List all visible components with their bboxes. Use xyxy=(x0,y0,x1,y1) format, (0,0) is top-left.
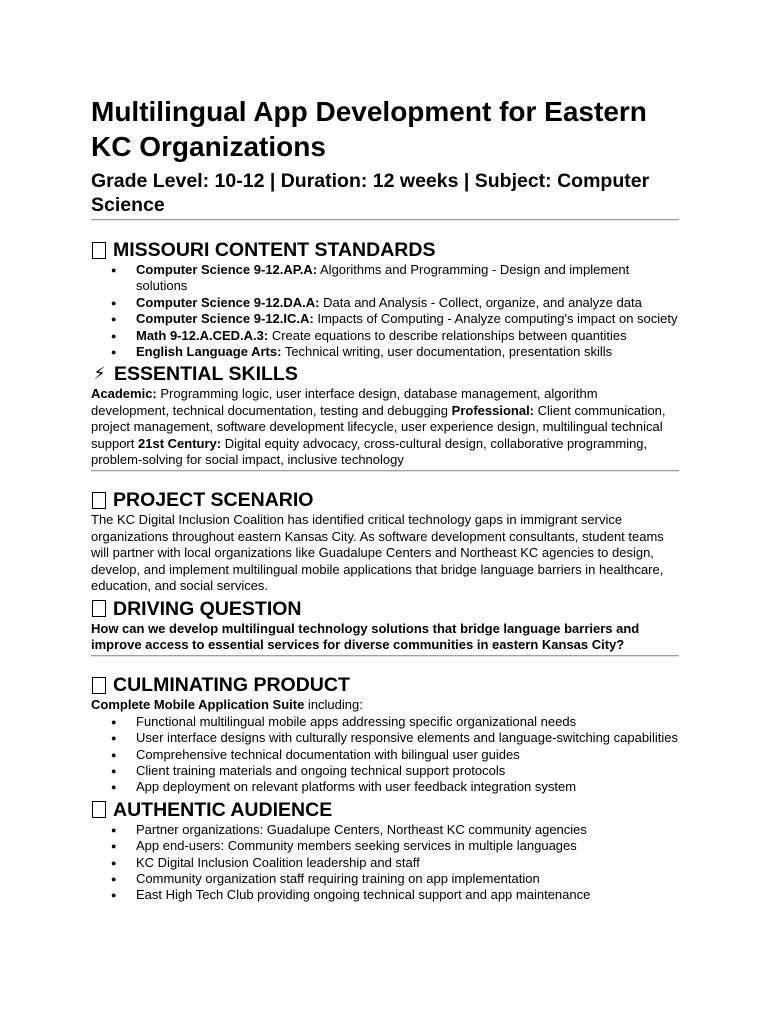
list-item: ● App deployment on relevant platforms with user feedback integration system xyxy=(91,779,679,795)
standard-label: Math 9-12.A.CED.A.3: xyxy=(136,327,269,343)
product-intro-rest: including: xyxy=(304,697,363,713)
standard-label: English Language Arts: xyxy=(136,344,282,360)
list-item: ● App end-users: Community members seeking services in multiple languages xyxy=(91,838,679,854)
driving-question-text: How can we develop multilingual technology solutions that bridge language barriers and improve access to essential services for diverse communities in eastern Kansas City? xyxy=(91,620,640,652)
standards-list xyxy=(91,262,679,360)
box-glyph-icon xyxy=(92,242,106,259)
professional-text: Client communication, project management, software development lifecycle, user experience design, multilingual technical support xyxy=(91,402,666,451)
list-item: ● Functional multilingual mobile apps addressing specific organizational needs xyxy=(91,714,679,730)
standard-label: Computer Science 9-12.IC.A: xyxy=(136,311,314,327)
standard-text: Data and Analysis - Collect, organize, and analyze data xyxy=(323,294,642,310)
standards-heading-text: MISSOURI CONTENT STANDARDS xyxy=(113,239,436,261)
driving-heading xyxy=(91,597,679,621)
product-intro-bold: Complete Mobile Application Suite xyxy=(91,697,305,713)
list-item: ● Client training materials and ongoing technical support protocols xyxy=(91,763,679,779)
divider xyxy=(91,470,679,472)
list-item xyxy=(91,295,679,311)
scenario-heading xyxy=(91,488,679,512)
list-item: ● User interface designs with culturally responsive elements and language-switching capabilities xyxy=(91,730,679,746)
product-heading xyxy=(91,673,679,697)
audience-list xyxy=(91,822,679,904)
list-item: ● Comprehensive technical documentation with bilingual user guides xyxy=(91,747,679,763)
list-item: ● Community organization staff requiring training on app implementation xyxy=(91,871,679,887)
box-glyph-icon xyxy=(92,600,106,617)
list-item: ● KC Digital Inclusion Coalition leadership and staff xyxy=(91,855,679,871)
century-label: 21st Century: xyxy=(138,435,222,451)
audience-section xyxy=(91,798,679,904)
academic-text: Programming logic, user interface design, database management, algorithm development, technical documentation, testing and debugging xyxy=(91,386,598,418)
list-item: ● East High Tech Club providing ongoing technical support and app maintenance xyxy=(91,887,679,903)
skills-heading xyxy=(91,362,679,386)
skills-heading-text: ESSENTIAL SKILLS xyxy=(114,363,298,386)
standard-text: Impacts of Computing - Analyze computing's impact on society xyxy=(317,311,678,327)
standard-text: Algorithms and Programming - Design and implement solutions xyxy=(136,262,630,294)
driving-section xyxy=(91,597,679,658)
product-list xyxy=(91,714,679,796)
standard-label: Computer Science 9-12.DA.A: xyxy=(136,294,320,310)
century-text: Digital equity advocacy, cross-cultural design, collaborative programming, problem-solving for social impact, inclusive technology xyxy=(91,435,648,468)
scenario-paragraph: The KC Digital Inclusion Coalition has identified critical technology gaps in immigrant service organizations throughout eastern Kansas City. As software development consultants, student teams will partner with local organizations like Guadalupe Centers and Northeast KC agencies to design, develop, and implement multilingual mobile applications that bridge language barriers in healthcare, education, and social services. xyxy=(91,512,664,594)
audience-heading-text: AUTHENTIC AUDIENCE xyxy=(113,798,333,821)
standards-section xyxy=(91,238,679,360)
list-item: ● Partner organizations: Guadalupe Centers, Northeast KC community agencies xyxy=(91,822,679,838)
professional-label: Professional: xyxy=(451,402,535,418)
skills-section xyxy=(91,362,679,472)
list-item xyxy=(91,344,679,360)
list-item xyxy=(91,311,679,327)
list-item xyxy=(91,262,679,295)
scenario-heading-text: PROJECT SCENARIO xyxy=(113,489,314,512)
lightning-icon: ⚡ xyxy=(93,364,106,384)
skills-paragraph xyxy=(91,386,679,468)
page-title: Multilingual App Development for Eastern KC Organizations xyxy=(91,96,647,162)
box-glyph-icon xyxy=(92,677,106,694)
product-section xyxy=(91,673,679,795)
product-heading-text: CULMINATING PRODUCT xyxy=(113,674,350,697)
academic-label: Academic: xyxy=(91,386,157,402)
document-page xyxy=(91,94,679,904)
standard-label: Computer Science 9-12.AP.A: xyxy=(136,262,318,277)
standards-heading xyxy=(91,238,679,262)
scenario-section xyxy=(91,488,679,594)
list-item xyxy=(91,328,679,344)
product-intro xyxy=(91,697,679,713)
box-glyph-icon xyxy=(92,492,106,509)
divider xyxy=(91,655,679,657)
divider xyxy=(91,219,679,221)
driving-heading-text: DRIVING QUESTION xyxy=(113,597,302,620)
box-glyph-icon xyxy=(92,801,106,818)
page-subtitle: Grade Level: 10-12 | Duration: 12 weeks | Subject: Computer Science xyxy=(91,170,650,216)
standard-text: Technical writing, user documentation, presentation skills xyxy=(284,344,613,360)
standard-text: Create equations to describe relationships between quantities xyxy=(271,327,627,343)
audience-heading xyxy=(91,798,679,822)
